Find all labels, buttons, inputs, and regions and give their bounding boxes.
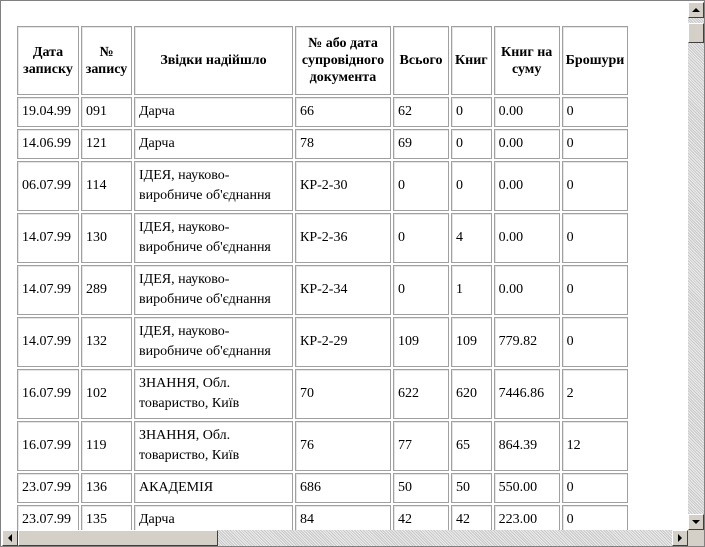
cell-source: ІДЕЯ, науково-виробниче об'єднання	[134, 265, 293, 315]
cell-document: КР-2-36	[295, 213, 391, 263]
cell-brochures: 0	[562, 317, 629, 367]
cell-books: 50	[451, 473, 492, 503]
cell-document: КР-2-30	[295, 161, 391, 211]
scrollbar-corner	[688, 530, 704, 546]
cell-brochures: 0	[562, 265, 629, 315]
header-document: № або дата супровідного документа	[295, 26, 391, 95]
cell-total: 62	[393, 97, 449, 127]
cell-brochures: 2	[562, 369, 629, 419]
cell-books-sum: 0.00	[494, 161, 560, 211]
cell-brochures: 0	[562, 129, 629, 159]
horizontal-scrollbar[interactable]	[2, 530, 688, 546]
cell-total: 69	[393, 129, 449, 159]
cell-books-sum: 779.82	[494, 317, 560, 367]
cell-books: 0	[451, 161, 492, 211]
vertical-scroll-thumb[interactable]	[688, 23, 704, 43]
cell-date: 19.04.99	[17, 97, 79, 127]
cell-document: 686	[295, 473, 391, 503]
table-viewport	[2, 2, 688, 530]
table-row	[17, 505, 628, 530]
arrow-right-icon	[678, 534, 682, 542]
cell-books-sum: 0.00	[494, 129, 560, 159]
cell-entry-number: 132	[81, 317, 132, 367]
cell-source: АКАДЕМІЯ	[134, 473, 293, 503]
scroll-down-button[interactable]	[688, 514, 704, 530]
cell-total: 0	[393, 161, 449, 211]
cell-books: 109	[451, 317, 492, 367]
cell-date: 14.06.99	[17, 129, 79, 159]
cell-entry-number: 130	[81, 213, 132, 263]
cell-brochures: 0	[562, 161, 629, 211]
cell-entry-number: 091	[81, 97, 132, 127]
cell-date: 14.07.99	[17, 213, 79, 263]
cell-date: 14.07.99	[17, 265, 79, 315]
cell-books-sum: 864.39	[494, 421, 560, 471]
table-row	[17, 129, 628, 159]
cell-document: КР-2-29	[295, 317, 391, 367]
arrow-left-icon	[8, 534, 12, 542]
cell-books: 620	[451, 369, 492, 419]
cell-books: 65	[451, 421, 492, 471]
cell-source: ІДЕЯ, науково-виробниче об'єднання	[134, 161, 293, 211]
header-date: Дата записку	[17, 26, 79, 95]
cell-books: 0	[451, 97, 492, 127]
cell-date: 23.07.99	[17, 505, 79, 530]
cell-books-sum: 0.00	[494, 265, 560, 315]
cell-brochures: 0	[562, 505, 629, 530]
cell-entry-number: 114	[81, 161, 132, 211]
cell-books: 1	[451, 265, 492, 315]
cell-brochures: 12	[562, 421, 629, 471]
cell-brochures: 0	[562, 213, 629, 263]
cell-books-sum: 7446.86	[494, 369, 560, 419]
cell-document: 78	[295, 129, 391, 159]
cell-total: 0	[393, 213, 449, 263]
table-header-row	[17, 26, 628, 95]
cell-date: 14.07.99	[17, 317, 79, 367]
cell-source: ІДЕЯ, науково-виробниче об'єднання	[134, 317, 293, 367]
acquisitions-table	[15, 24, 630, 530]
table-row	[17, 213, 628, 263]
table-row	[17, 473, 628, 503]
cell-entry-number: 136	[81, 473, 132, 503]
cell-entry-number: 102	[81, 369, 132, 419]
cell-source: ЗНАННЯ, Обл. товариство, Київ	[134, 369, 293, 419]
arrow-up-icon	[692, 8, 700, 12]
table-row	[17, 317, 628, 367]
arrow-down-icon	[692, 520, 700, 524]
header-books-sum: Книг на суму	[494, 26, 560, 95]
cell-document: 66	[295, 97, 391, 127]
cell-brochures: 0	[562, 473, 629, 503]
scroll-right-button[interactable]	[672, 530, 688, 546]
cell-books: 0	[451, 129, 492, 159]
header-total: Всього	[393, 26, 449, 95]
table-row	[17, 421, 628, 471]
cell-books: 42	[451, 505, 492, 530]
cell-brochures: 0	[562, 97, 629, 127]
cell-document: 70	[295, 369, 391, 419]
cell-books-sum: 0.00	[494, 213, 560, 263]
cell-source: Дарча	[134, 97, 293, 127]
cell-source: Дарча	[134, 505, 293, 530]
cell-total: 0	[393, 265, 449, 315]
cell-entry-number: 135	[81, 505, 132, 530]
header-entry-number: № запису	[81, 26, 132, 95]
header-source: Звідки надійшло	[134, 26, 293, 95]
header-brochures: Брошури	[562, 26, 629, 95]
cell-entry-number: 289	[81, 265, 132, 315]
cell-source: ІДЕЯ, науково-виробниче об'єднання	[134, 213, 293, 263]
cell-document: 84	[295, 505, 391, 530]
cell-entry-number: 121	[81, 129, 132, 159]
horizontal-scroll-thumb[interactable]	[18, 530, 218, 546]
cell-date: 16.07.99	[17, 421, 79, 471]
cell-document: 76	[295, 421, 391, 471]
table-row	[17, 369, 628, 419]
cell-total: 50	[393, 473, 449, 503]
cell-entry-number: 119	[81, 421, 132, 471]
cell-books-sum: 0.00	[494, 97, 560, 127]
cell-total: 622	[393, 369, 449, 419]
scroll-left-button[interactable]	[2, 530, 18, 546]
cell-total: 77	[393, 421, 449, 471]
cell-books-sum: 550.00	[494, 473, 560, 503]
table-row	[17, 97, 628, 127]
cell-date: 06.07.99	[17, 161, 79, 211]
cell-date: 23.07.99	[17, 473, 79, 503]
vertical-scrollbar[interactable]	[688, 2, 704, 530]
cell-books: 4	[451, 213, 492, 263]
cell-source: ЗНАННЯ, Обл. товариство, Київ	[134, 421, 293, 471]
cell-date: 16.07.99	[17, 369, 79, 419]
header-books: Книг	[451, 26, 492, 95]
table-row	[17, 161, 628, 211]
cell-books-sum: 223.00	[494, 505, 560, 530]
cell-document: КР-2-34	[295, 265, 391, 315]
cell-total: 42	[393, 505, 449, 530]
cell-total: 109	[393, 317, 449, 367]
table-row	[17, 265, 628, 315]
cell-source: Дарча	[134, 129, 293, 159]
scroll-up-button[interactable]	[688, 2, 704, 18]
